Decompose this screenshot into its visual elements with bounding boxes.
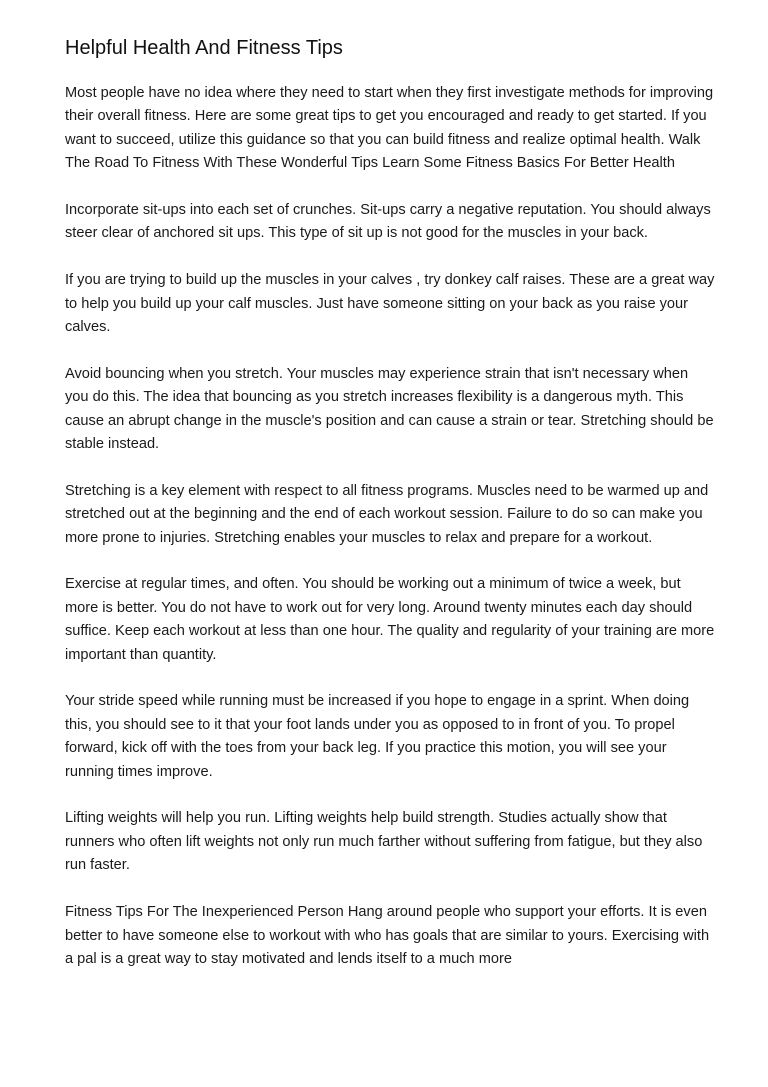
paragraph-bouncing: Avoid bouncing when you stretch. Your muscles may experience strain that isn't necessary when you do this. The idea that bouncing as you stretch increases flexibility is a dangerous myth. This cause an abrupt change in the muscle's position and can cause a strain or tear. Stretching should be stable instead.	[65, 365, 714, 453]
paragraph-regular-exercise: Exercise at regular times, and often. You should be working out a minimum of twice a week, but more is better. You do not have to work out for very long. Around twenty minutes each day should suffice. Keep each workout at less than one hour. The quality and regularity of your training are more important than quantity.	[65, 576, 715, 663]
document-title: Helpful Health And Fitness Tips	[65, 37, 343, 59]
paragraph-lifting-weights: Lifting weights will help you run. Lifting weights help build strength. Studies actually show that runners who often lift weights not only run much farther without suffering from fatigue, but they also run faster.	[65, 810, 703, 874]
paragraph-stretching: Stretching is a key element with respect to all fitness programs. Muscles need to be warmed up and stretched out at the beginning and the end of each workout session. Failure to do so can make you more prone to injuries. Stretching enables your muscles to relax and prepare for a workout.	[65, 482, 709, 546]
paragraph-inexperienced: Fitness Tips For The Inexperienced Person Hang around people who support your efforts. It is even better to have someone else to workout with who has goals that are similar to yours. Exercising with a pal is a great way to stay motivated and lends itself to a much more	[65, 904, 710, 967]
paragraph-stride-speed: Your stride speed while running must be increased if you hope to engage in a sprint. When doing this, you should see to it that your foot lands under you as opposed to in front of you. To propel forward, kick off with the toes from your back leg. If you practice this motion, you will see your running times improve.	[65, 693, 690, 780]
paragraph-calf-raises: If you are trying to build up the muscles in your calves , try donkey calf raises. These are a great way to help you build up your calf muscles. Just have someone sitting on your back as you raise your calves.	[65, 272, 715, 336]
document-page	[65, 34, 715, 995]
paragraph-situps: Incorporate sit-ups into each set of crunches. Sit-ups carry a negative reputation. You should always steer clear of anchored sit ups. This type of sit up is not good for the muscles in your back.	[65, 202, 711, 242]
paragraph-intro: Most people have no idea where they need to start when they first investigate methods for improving their overall fitness. Here are some great tips to get you encouraged and ready to get started. If you want to succeed, utilize this guidance so that you can build fitness and realize optimal health. Walk The Road To Fitness With These Wonderful Tips Learn Some Fitness Basics For Better Health	[65, 85, 714, 172]
